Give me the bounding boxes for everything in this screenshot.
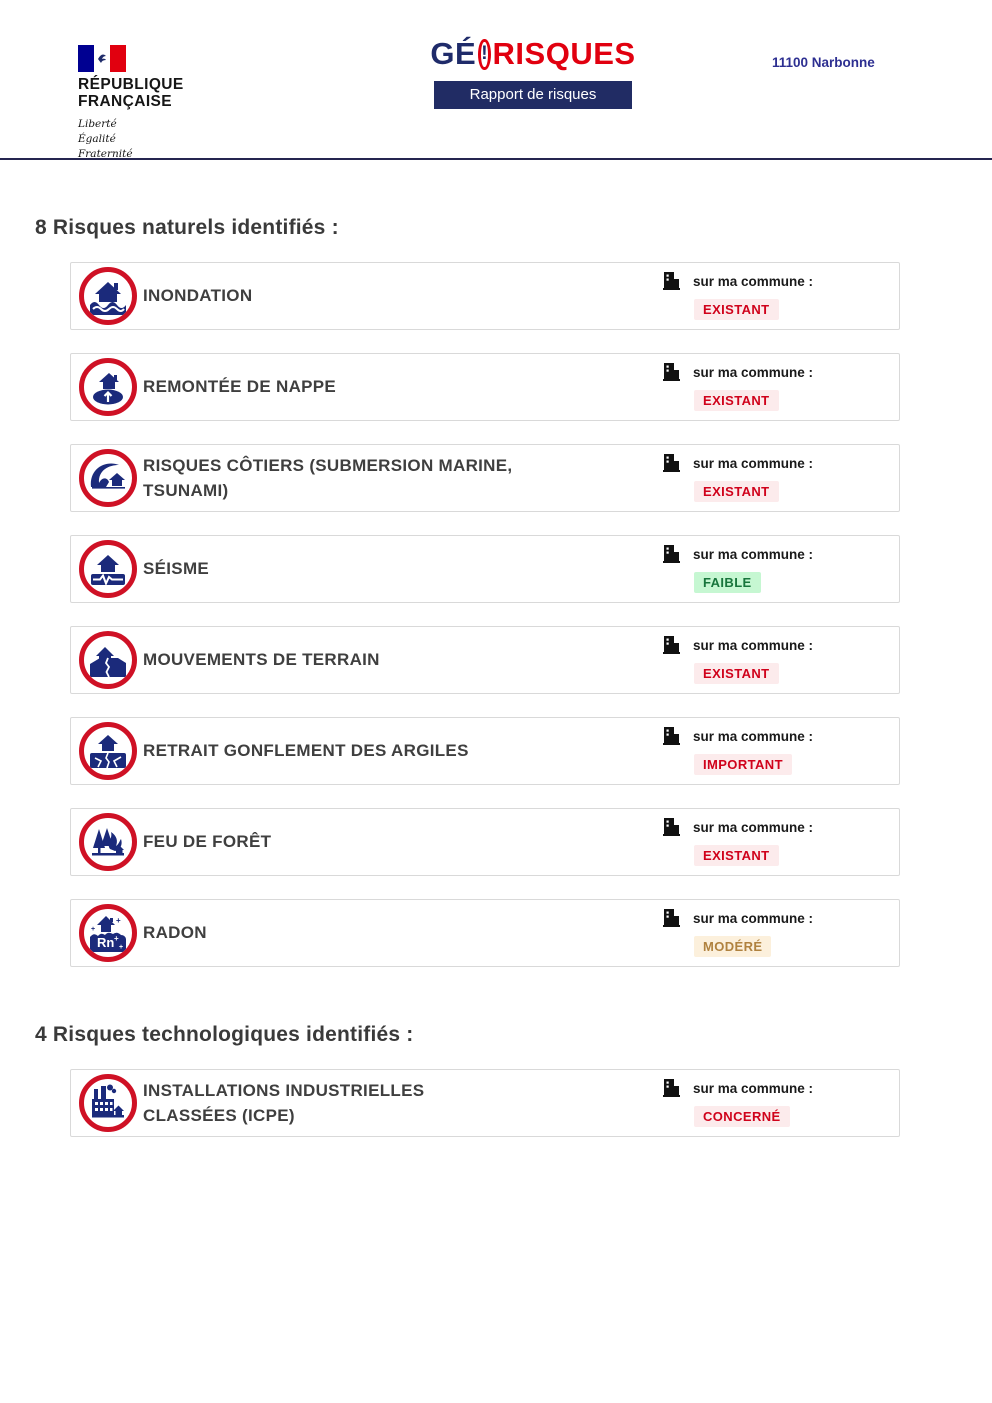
rf-name-line2: FRANÇAISE — [78, 92, 173, 110]
flood-icon — [79, 267, 137, 325]
building-icon — [661, 816, 683, 838]
georisques-logo — [430, 36, 636, 72]
rf-motto-line3: Fraternité — [78, 147, 133, 160]
svg-text:+: + — [114, 934, 119, 943]
svg-text:+: + — [91, 926, 96, 933]
commune-prefix: sur ma commune : — [693, 546, 814, 562]
risk-level-badge: EXISTANT — [694, 663, 779, 684]
risk-card[interactable] — [70, 899, 900, 967]
building-icon — [661, 543, 683, 565]
card-list — [70, 1069, 900, 1137]
sections — [0, 216, 992, 1220]
rf-name-line1: RÉPUBLIQUE — [78, 76, 184, 93]
building-icon — [661, 907, 683, 929]
commune-prefix: sur ma commune : — [693, 364, 814, 380]
risk-card[interactable] — [70, 626, 900, 694]
commune-prefix: sur ma commune : — [693, 455, 814, 471]
commune-status-block — [661, 543, 889, 595]
rf-motto — [78, 117, 184, 161]
risk-card[interactable] — [70, 717, 900, 785]
card-list — [70, 262, 900, 967]
georisques-brand — [430, 36, 636, 109]
commune-prefix: sur ma commune : — [693, 728, 814, 744]
commune-prefix: sur ma commune : — [693, 1080, 814, 1096]
risk-level-badge: EXISTANT — [694, 299, 779, 320]
forest-fire-icon — [79, 813, 137, 871]
commune-status-block — [661, 1077, 889, 1129]
svg-text:+: + — [119, 944, 124, 951]
building-icon — [661, 270, 683, 292]
risk-card[interactable] — [70, 262, 900, 330]
risk-level-badge: CONCERNÉ — [694, 1106, 790, 1127]
risk-card[interactable] — [70, 353, 900, 421]
groundwater-icon — [79, 358, 137, 416]
commune-status-block — [661, 361, 889, 413]
risk-level-badge: EXISTANT — [694, 390, 779, 411]
risk-card[interactable] — [70, 444, 900, 512]
risk-title: INONDATION — [143, 286, 253, 306]
header — [0, 0, 992, 158]
brand-text-risques: RISQUES — [492, 36, 636, 71]
risk-title: SÉISME — [143, 559, 210, 579]
rf-motto-line1: Liberté — [78, 118, 117, 131]
france-map-alert-icon: ! — [478, 39, 490, 70]
risk-title: INSTALLATIONS INDUSTRIELLES CLASSÉES (ICPE) — [143, 1080, 425, 1125]
earthquake-icon — [79, 540, 137, 598]
commune-status-block — [661, 907, 889, 959]
commune-status-block — [661, 270, 889, 322]
coastal-icon — [79, 449, 137, 507]
french-flag-icon — [78, 45, 126, 72]
commune-prefix: sur ma commune : — [693, 819, 814, 835]
building-icon — [661, 634, 683, 656]
building-icon — [661, 361, 683, 383]
svg-text:+: + — [116, 916, 121, 925]
factory-icon — [79, 1074, 137, 1132]
commune-status-block — [661, 634, 889, 686]
risk-section — [0, 1023, 992, 1137]
risk-title: RISQUES CÔTIERS (SUBMERSION MARINE, TSUNAMI) — [143, 455, 513, 500]
rf-motto-line2: Égalité — [78, 133, 116, 146]
risk-title: RETRAIT GONFLEMENT DES ARGILES — [143, 741, 469, 761]
risk-title: FEU DE FORÊT — [143, 832, 272, 852]
building-icon — [661, 725, 683, 747]
risk-card[interactable] — [70, 1069, 900, 1137]
commune-name: 11100 Narbonne — [772, 55, 875, 70]
radon-icon — [79, 904, 137, 962]
report-type-banner: Rapport de risques — [434, 81, 632, 109]
commune-prefix: sur ma commune : — [693, 273, 814, 289]
building-icon — [661, 452, 683, 474]
risk-level-badge: FAIBLE — [694, 572, 761, 593]
clay-icon — [79, 722, 137, 780]
risk-level-badge: EXISTANT — [694, 481, 779, 502]
commune-status-block — [661, 816, 889, 868]
brand-text-ge: GÉ — [430, 36, 477, 71]
commune-prefix: sur ma commune : — [693, 910, 814, 926]
svg-text:Rn: Rn — [97, 935, 115, 950]
building-icon — [661, 1077, 683, 1099]
risk-card[interactable] — [70, 808, 900, 876]
risk-card[interactable] — [70, 535, 900, 603]
risk-title: MOUVEMENTS DE TERRAIN — [143, 650, 380, 670]
rf-name — [78, 77, 184, 110]
risk-level-badge: EXISTANT — [694, 845, 779, 866]
risk-level-badge: MODÉRÉ — [694, 936, 771, 957]
commune-status-block — [661, 452, 889, 504]
section-heading: 8 Risques naturels identifiés : — [35, 216, 339, 239]
risk-level-badge: IMPORTANT — [694, 754, 792, 775]
risk-section — [0, 216, 992, 967]
risk-title: RADON — [143, 923, 207, 943]
section-heading: 4 Risques technologiques identifiés : — [35, 1023, 414, 1046]
commune-status-block — [661, 725, 889, 777]
landslide-icon — [79, 631, 137, 689]
commune-prefix: sur ma commune : — [693, 637, 814, 653]
republique-francaise-logo — [78, 45, 184, 162]
risk-title: REMONTÉE DE NAPPE — [143, 377, 337, 397]
